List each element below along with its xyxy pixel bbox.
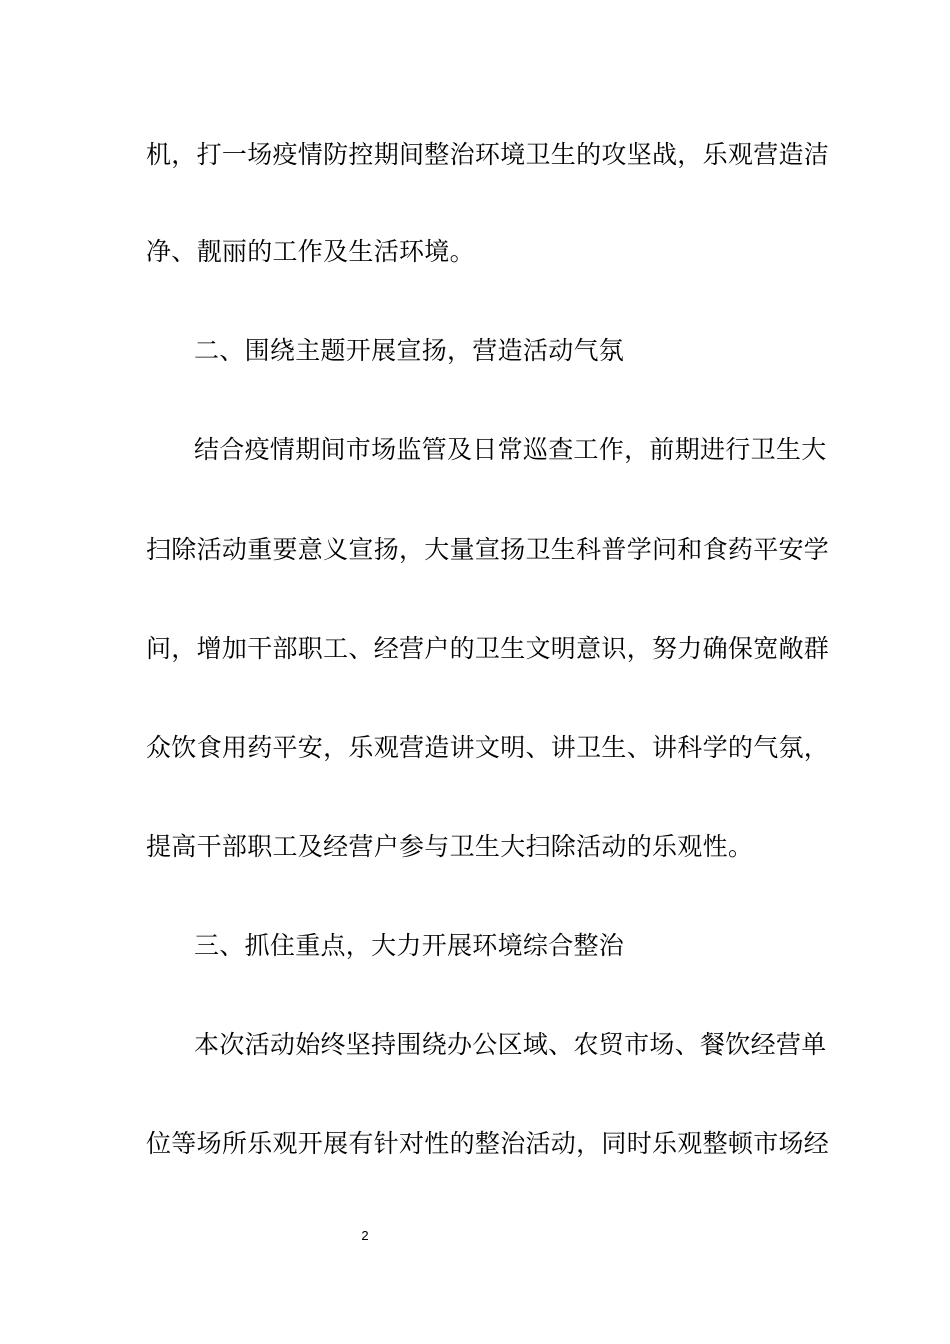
section-heading: 二、围绕主题开展宣扬，营造活动气氛 (194, 336, 625, 365)
paragraph-line: 结合疫情期间市场监管及日常巡查工作，前期进行卫生大 (194, 435, 827, 464)
paragraph-line: 提高干部职工及经营户参与卫生大扫除活动的乐观性。 (146, 832, 754, 861)
paragraph-line: 众饮食用药平安，乐观营造讲文明、讲卫生、讲科学的气氛， (146, 733, 830, 762)
paragraph-line: 净、靓丽的工作及生活环境。 (146, 237, 475, 266)
paragraph-line: 扫除活动重要意义宣扬，大量宣扬卫生科普学问和食药平安学 (146, 535, 830, 564)
page-number: 2 (361, 1228, 369, 1243)
paragraph-line: 机，打一场疫情防控期间整治环境卫生的攻坚战，乐观营造洁 (146, 140, 830, 169)
section-heading: 三、抓住重点，大力开展环境综合整治 (194, 931, 625, 960)
paragraph-line: 问，增加干部职工、经营户的卫生文明意识，努力确保宽敞群 (146, 634, 830, 663)
paragraph-line: 本次活动始终坚持围绕办公区域、农贸市场、餐饮经营单 (194, 1030, 827, 1059)
paragraph-line: 位等场所乐观开展有针对性的整治活动，同时乐观整顿市场经 (146, 1129, 830, 1158)
